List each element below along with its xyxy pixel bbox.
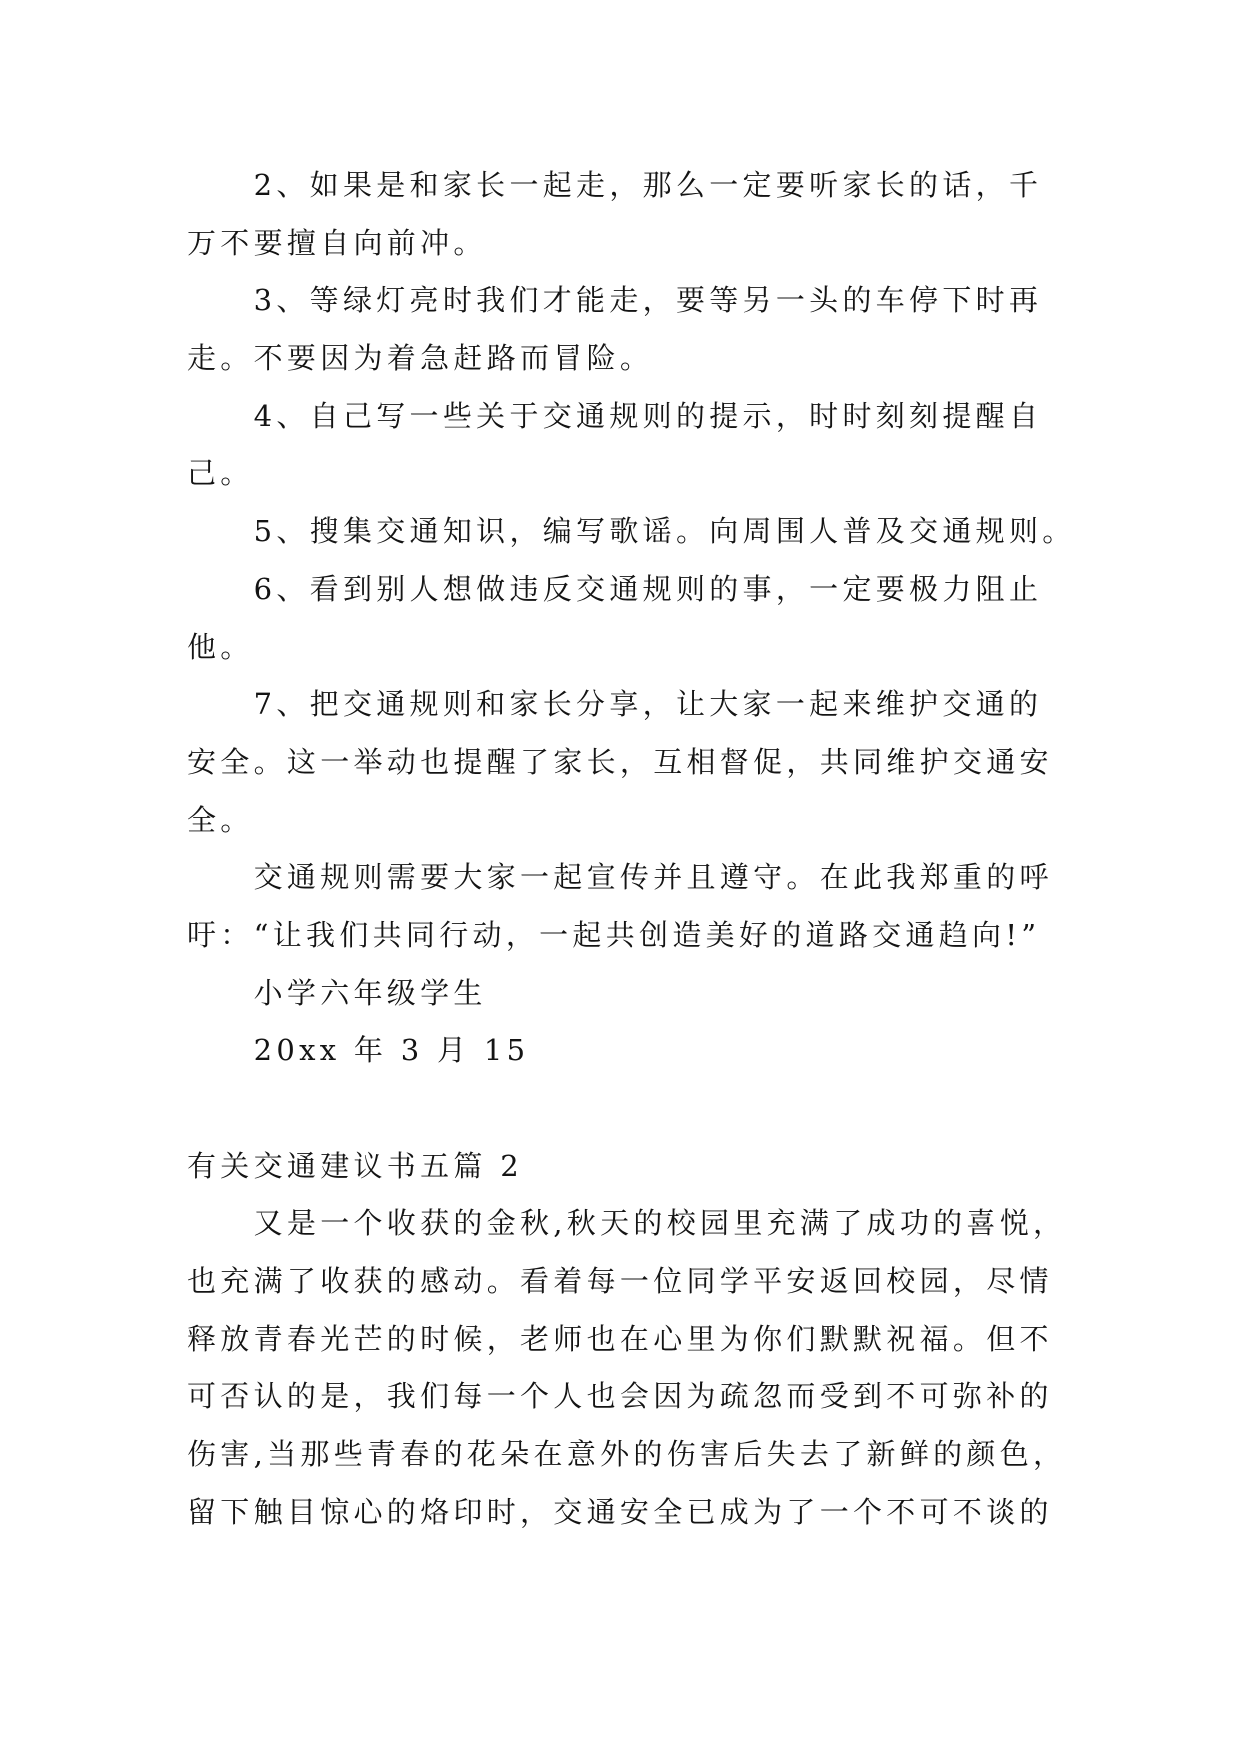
paragraph: [187, 1195, 1067, 1541]
paragraph-line: 伤害,当那些青春的花朵在意外的伤害后失去了新鲜的颜色，: [187, 1437, 1067, 1472]
paragraph-line: 7、把交通规则和家长分享，让大家一起来维护交通的: [253, 687, 1043, 722]
section-title: 有关交通建议书五篇 2: [187, 1148, 523, 1183]
paragraph-line: 6、看到别人想做违反交通规则的事，一定要极力阻止: [253, 571, 1043, 606]
paragraph-line: 交通规则需要大家一起宣传并且遵守。在此我郑重的呼: [253, 860, 1053, 895]
paragraph-line: 可否认的是，我们每一个人也会因为疏忽而受到不可弥补的: [187, 1379, 1053, 1414]
paragraph-line: 全。: [187, 802, 254, 837]
section-gap: [187, 1080, 1053, 1138]
paragraph-line: 走。不要因为着急赶路而冒险。: [187, 341, 654, 376]
paragraph-line: 万不要擅自向前冲。: [187, 225, 487, 260]
closing-paragraph: [187, 849, 1053, 964]
paragraph-item-3: [187, 272, 1053, 387]
paragraph-line: 安全。这一举动也提醒了家长，互相督促，共同维护交通安: [187, 744, 1053, 779]
paragraph-line: 也充满了收获的感动。看着每一位同学平安返回校园，尽情: [187, 1264, 1053, 1299]
paragraph-item-5: [187, 503, 1076, 561]
paragraph-item-4: [187, 388, 1053, 503]
paragraph-line: 又是一个收获的金秋,秋天的校园里充满了成功的喜悦，: [253, 1206, 1067, 1241]
paragraph-line: 他。: [187, 629, 254, 664]
date: 20xx 年 3 月 15: [253, 1033, 530, 1068]
signature: 小学六年级学生: [253, 975, 487, 1010]
paragraph-line: 吁：“让我们共同行动，一起共创造美好的道路交通趋向!”: [187, 917, 1041, 952]
paragraph-line: 5、搜集交通知识，编写歌谣。向周围人普及交通规则。: [253, 514, 1076, 549]
paragraph-line: 己。: [187, 456, 254, 491]
paragraph-item-7: [187, 676, 1053, 849]
paragraph-line: 留下触目惊心的烙印时，交通安全已成为了一个不可不谈的: [187, 1494, 1053, 1529]
paragraph-line: 3、等绿灯亮时我们才能走，要等另一头的车停下时再: [253, 283, 1043, 318]
paragraph-line: 2、如果是和家长一起走，那么一定要听家长的话，千: [253, 168, 1043, 202]
paragraph-item-6: [187, 561, 1053, 676]
paragraph-line: 4、自己写一些关于交通规则的提示，时时刻刻提醒自: [253, 398, 1043, 433]
paragraph-line: 释放青春光芒的时候，老师也在心里为你们默默祝福。但不: [187, 1321, 1053, 1356]
paragraph-item-2: [187, 157, 1053, 272]
document-body: [187, 157, 1076, 1542]
